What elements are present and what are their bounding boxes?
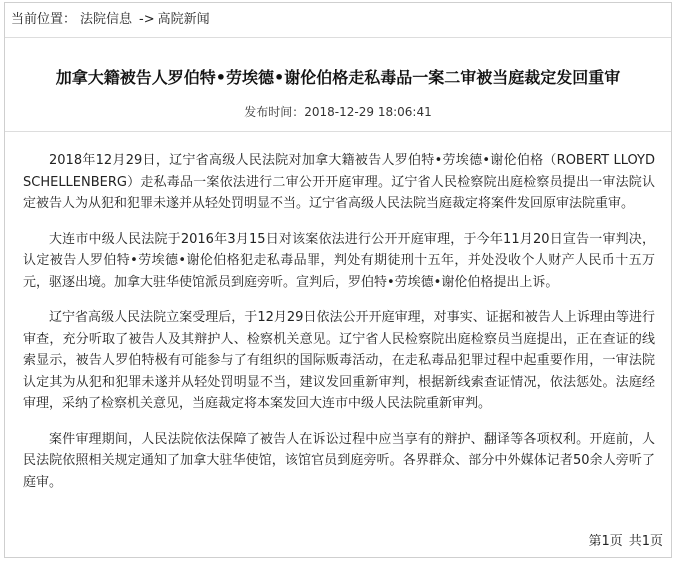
breadcrumb-prefix: 当前位置： — [11, 12, 77, 27]
title-divider — [5, 131, 671, 132]
pagination — [582, 533, 663, 551]
pagination-total: 共1页 — [628, 534, 663, 549]
breadcrumb-link-high-court-news[interactable]: 高院新闻 — [157, 12, 210, 27]
article-page — [4, 2, 672, 558]
article-paragraph: 大连市中级人民法院于2016年3月15日对该案依法进行公开开庭审理，于今年11月20日宣告一审判决，认定被告人罗伯特•劳埃德•谢伦伯格犯走私毒品罪，判处有期徒刑十五年，并处没收个人财产人民币十五万元，驱逐出境。加拿大驻华使馆派员到庭旁听。宣判后，罗伯特•劳埃德•谢伦伯格提出上诉。 — [23, 231, 655, 290]
article-paragraph: 辽宁省高级人民法院立案受理后，于12月29日依法公开开庭审理，对事实、证据和被告人上诉理由等进行审查，充分听取了被告人及其辩护人、检察机关意见。辽宁省人民检察院出庭检察员当庭提出，正在查证的线索显示，被告人罗伯特极有可能参与了有组织的国际贩毒活动，在走私毒品犯罪过程中起重要作用，一审法院认定其为从犯和犯罪未遂并从轻处罚明显不当，建议发回重新审判，根据新线索查证情况，依法惩处。法庭经审理，采纳了检察机关意见，当庭裁定将本案发回大连市中级人民法院重新审判。 — [23, 310, 655, 411]
article-paragraph: 2018年12月29日，辽宁省高级人民法院对加拿大籍被告人罗伯特•劳埃德•谢伦伯格（ROBERT LLOYD SCHELLENBERG）走私毒品一案依法进行二审公开开庭审理。辽宁省人民检察院出庭检察员提出一审法院认定被告人为从犯和犯罪未遂并从轻处罚明显不当。辽宁省高级人民法院当庭裁定将案件发回原审法院重审。 — [23, 153, 655, 211]
article-body — [23, 150, 655, 507]
article-paragraph: 案件审理期间，人民法院依法保障了被告人在诉讼过程中应当享有的辩护、翻译等各项权利。开庭前，人民法院依照相关规定通知了加拿大驻华使馆，该馆官员到庭旁听。各界群众、部分中外媒体记者50余人旁听了庭审。 — [23, 431, 655, 490]
top-divider — [5, 37, 671, 38]
article-title: 加拿大籍被告人罗伯特•劳埃德•谢伦伯格走私毒品一案二审被当庭裁定发回重审 — [55, 68, 621, 87]
breadcrumb-link-court-info[interactable]: 法院信息 — [80, 12, 133, 27]
breadcrumb — [11, 11, 214, 29]
breadcrumb-separator: -> — [139, 12, 155, 27]
publish-time: 发布时间：2018-12-29 18:06:41 — [244, 105, 432, 119]
pagination-current: 第1页 — [588, 534, 623, 549]
